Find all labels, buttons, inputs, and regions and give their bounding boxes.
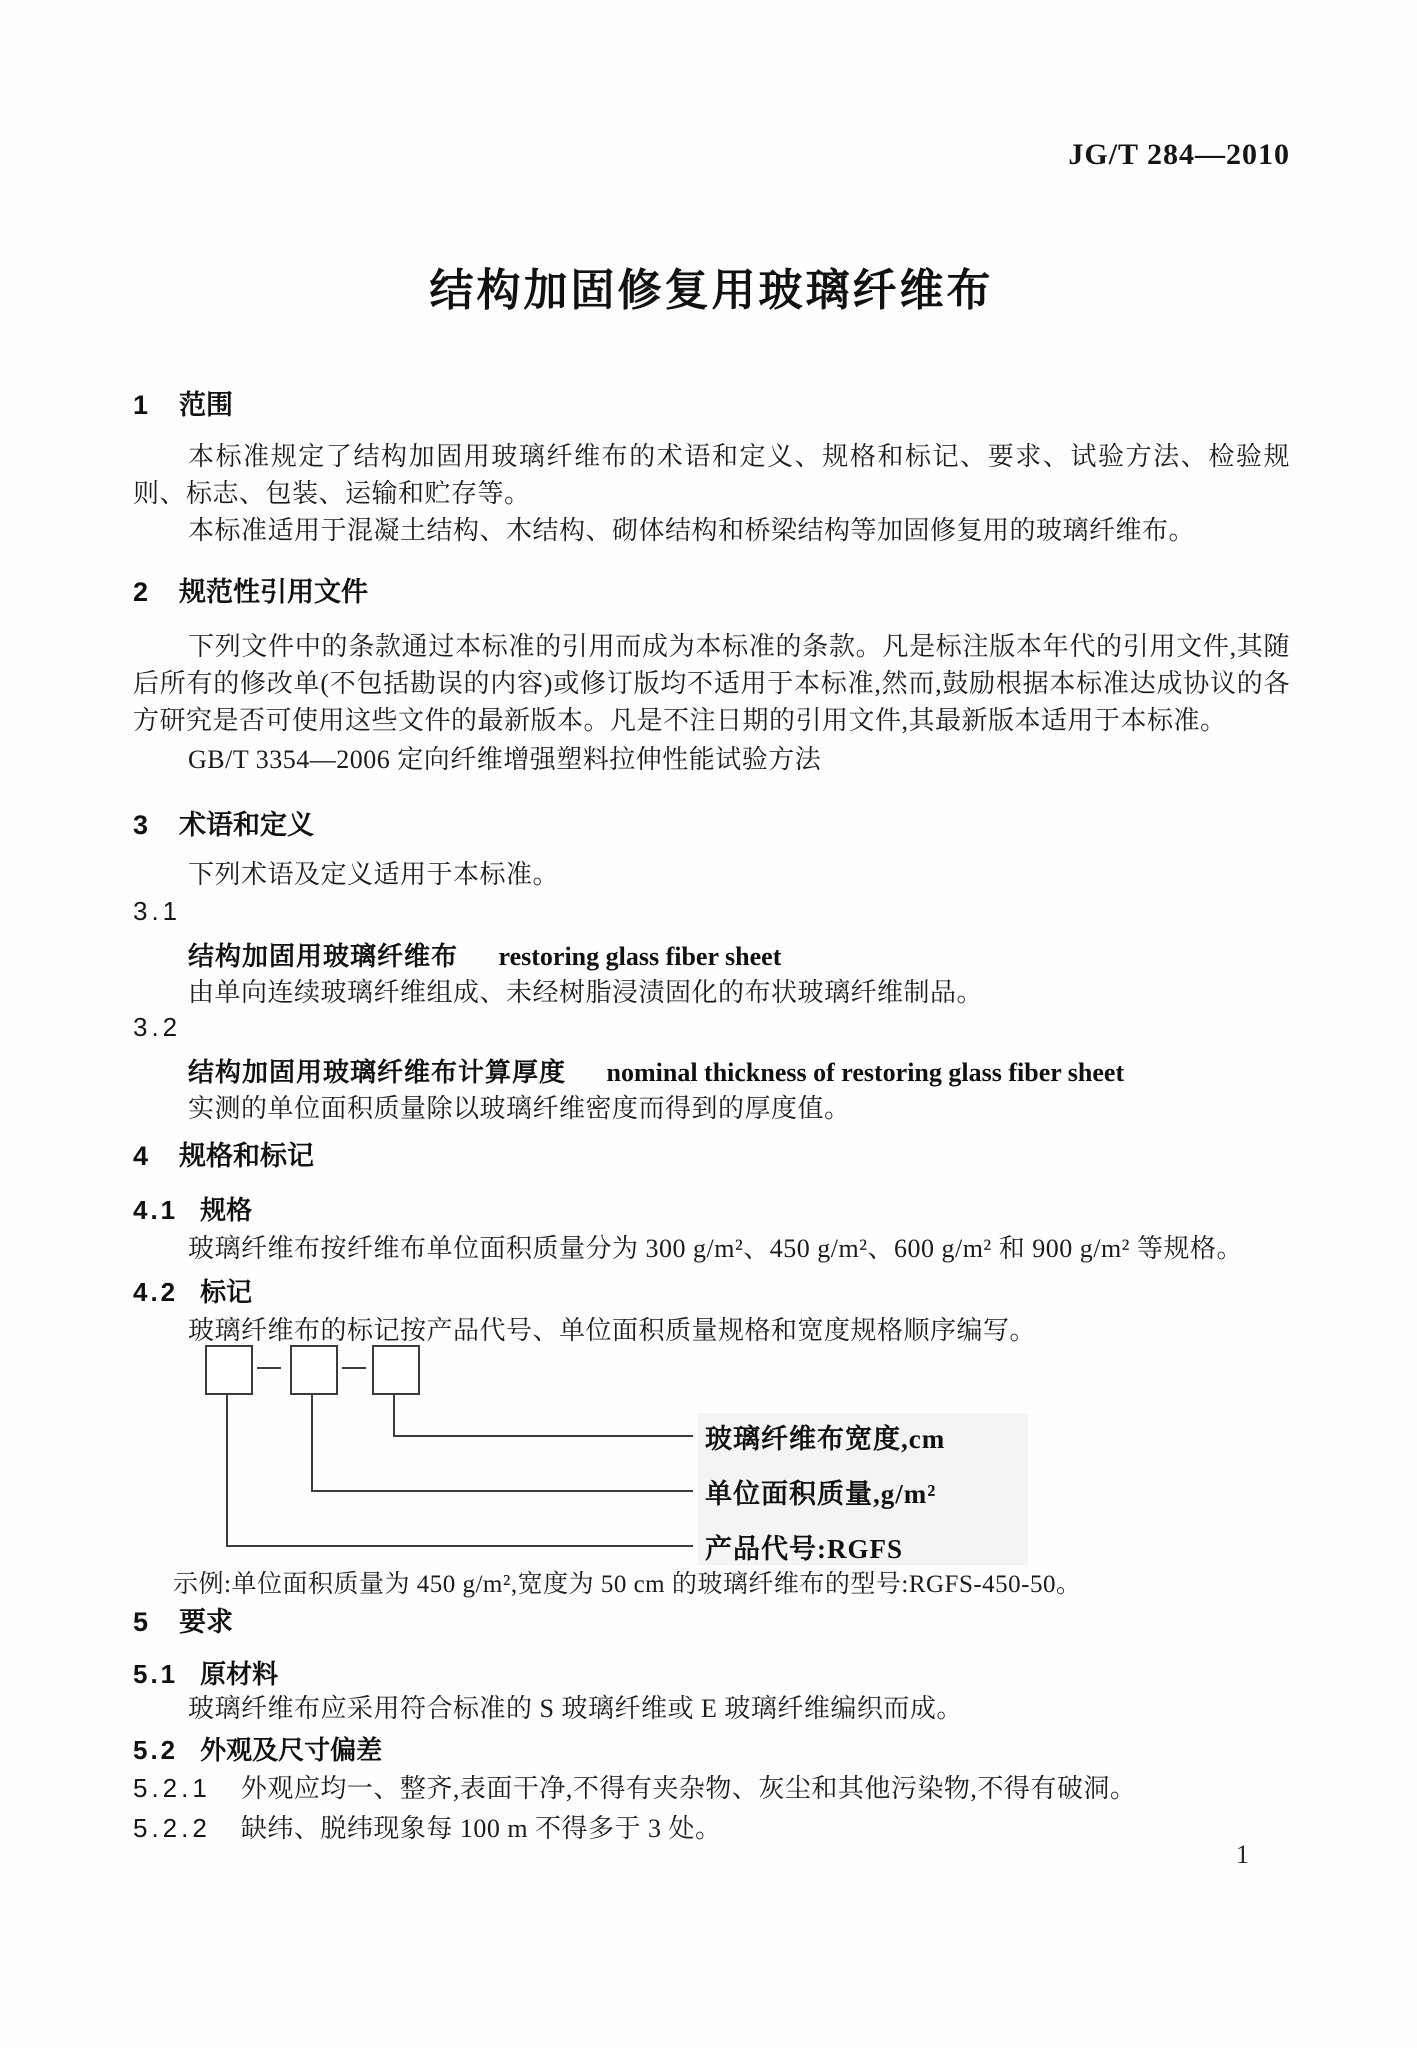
- paragraph: 本标准适用于混凝土结构、木结构、砌体结构和桥梁结构等加固修复用的玻璃纤维布。: [188, 516, 1196, 545]
- diagram-label-width: 玻璃纤维布宽度,cm: [705, 1424, 946, 1454]
- notation-box-width: [372, 1345, 420, 1395]
- paragraph: 玻璃纤维布按纤维布单位面积质量分为 300 g/m²、450 g/m²、600 g/m² 和 900 g/m² 等规格。: [188, 1234, 1243, 1263]
- section-title: 规格和标记: [179, 1141, 315, 1171]
- subsection-heading-appearance: [133, 1730, 1290, 1767]
- subsection-heading-marking: [133, 1272, 1290, 1309]
- section-heading-requirements: [133, 1600, 1290, 1639]
- subsection-number: 4.2: [133, 1277, 179, 1307]
- section-number: 4: [133, 1141, 152, 1171]
- notation-dash: [342, 1367, 366, 1369]
- term-definition: 实测的单位面积质量除以玻璃纤维密度而得到的厚度值。: [188, 1094, 851, 1123]
- marking-example: 示例:单位面积质量为 450 g/m²,宽度为 50 cm 的玻璃纤维布的型号:RGFS-450-50。: [173, 1571, 1082, 1598]
- doc-number: JG/T 284—2010: [1068, 138, 1290, 171]
- section-heading-normative-references: [133, 570, 1290, 609]
- term-number: 3.2: [133, 1012, 182, 1042]
- section-number: 2: [133, 577, 152, 607]
- subsection-number: 5.1: [133, 1659, 179, 1689]
- term-chinese: 结构加固用玻璃纤维布计算厚度: [188, 1057, 567, 1087]
- term-chinese: 结构加固用玻璃纤维布: [188, 941, 459, 971]
- term-english: restoring glass fiber sheet: [498, 942, 782, 971]
- diagram-label-mass: 单位面积质量,g/m²: [705, 1479, 937, 1509]
- marking-notation-diagram: [133, 1345, 1290, 1570]
- notation-box-product-code: [205, 1345, 253, 1395]
- paragraph: 玻璃纤维布的标记按产品代号、单位面积质量规格和宽度规格顺序编写。: [188, 1316, 1037, 1345]
- subsection-title: 外观及尺寸偏差: [200, 1735, 383, 1765]
- leader-line-vertical: [393, 1393, 395, 1435]
- section-number: 3: [133, 810, 152, 840]
- leader-line-horizontal: [226, 1545, 693, 1547]
- leader-line-horizontal: [393, 1435, 693, 1437]
- subsection-heading-raw-materials: [133, 1654, 1290, 1691]
- term-entry: [133, 1052, 1345, 1089]
- clause-number: 5.2.1: [133, 1773, 211, 1803]
- paragraph: 玻璃纤维布应采用符合标准的 S 玻璃纤维或 E 玻璃纤维编织而成。: [188, 1694, 963, 1723]
- clause-number: 5.2.2: [133, 1813, 211, 1843]
- terms-intro: 下列术语及定义适用于本标准。: [188, 860, 560, 889]
- subsection-number: 5.2: [133, 1735, 179, 1765]
- section-number: 5: [133, 1607, 152, 1637]
- reference-entry: GB/T 3354—2006 定向纤维增强塑料拉伸性能试验方法: [188, 745, 822, 774]
- paragraph: 本标准规定了结构加固用玻璃纤维布的术语和定义、规格和标记、要求、试验方法、检验规则、标志、包装、运输和贮存等。: [133, 442, 1290, 508]
- clause: [133, 1768, 1290, 1805]
- term-entry: [133, 936, 1345, 973]
- clause-text: 缺纬、脱纬现象每 100 m 不得多于 3 处。: [240, 1814, 722, 1843]
- notation-box-mass: [290, 1345, 338, 1395]
- section-heading-scope: [133, 383, 1290, 422]
- clause-text: 外观应均一、整齐,表面干净,不得有夹杂物、灰尘和其他污染物,不得有破洞。: [240, 1774, 1137, 1803]
- section-title: 范围: [179, 390, 234, 420]
- leader-line-horizontal: [311, 1490, 693, 1492]
- subsection-title: 标记: [200, 1277, 253, 1307]
- leader-line-vertical: [311, 1393, 313, 1490]
- section-number: 1: [133, 390, 152, 420]
- diagram-label-product-code: 产品代号:RGFS: [705, 1534, 903, 1564]
- leader-line-vertical: [226, 1393, 228, 1545]
- term-number: 3.1: [133, 896, 182, 926]
- page-title: 结构加固修复用玻璃纤维布: [429, 266, 994, 315]
- term-definition: 由单向连续玻璃纤维组成、未经树脂浸渍固化的布状玻璃纤维制品。: [188, 978, 984, 1007]
- section-title: 术语和定义: [179, 810, 315, 840]
- subsection-title: 规格: [200, 1195, 253, 1225]
- clause: [133, 1808, 1290, 1845]
- subsection-title: 原材料: [200, 1659, 279, 1689]
- section-heading-spec-marking: [133, 1134, 1290, 1173]
- term-english: nominal thickness of restoring glass fiber sheet: [606, 1058, 1125, 1087]
- section-title: 要求: [179, 1607, 234, 1637]
- notation-dash: [257, 1367, 281, 1369]
- paragraph: 下列文件中的条款通过本标准的引用而成为本标准的条款。凡是标注版本年代的引用文件,其随后所有的修改单(不包括勘误的内容)或修订版均不适用于本标准,然而,鼓励根据本标准达成协议的各方研究是否可使用这些文件的最新版本。凡是不注日期的引用文件,其最新版本适用于本标准。: [133, 632, 1290, 735]
- section-heading-terms: [133, 803, 1290, 842]
- subsection-heading-spec: [133, 1190, 1290, 1227]
- section-title: 规范性引用文件: [179, 577, 369, 607]
- subsection-number: 4.1: [133, 1195, 179, 1225]
- page-number: 1: [1236, 1840, 1249, 1869]
